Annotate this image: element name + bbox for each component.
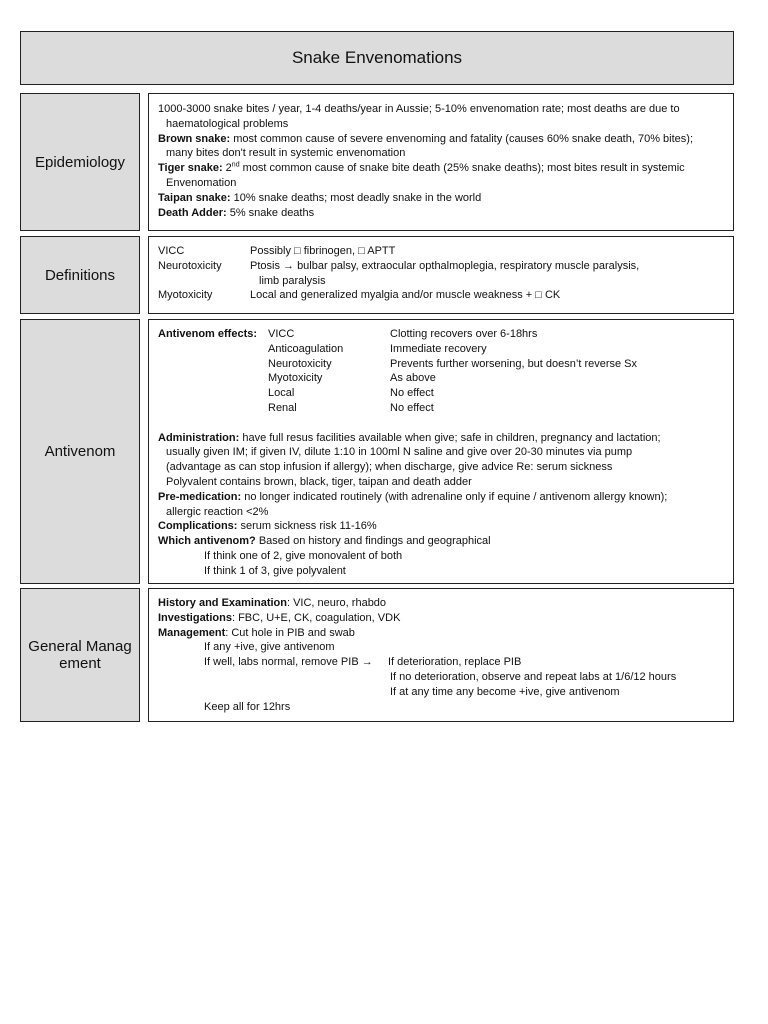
complications-row: Complications: serum sickness risk 11-16% [158,520,377,533]
epi-line: many bites don't result in systemic envenomation [166,147,406,160]
av-line: (advantage as can stop infusion if allergy); when discharge, give advice Re: serum sickness [166,461,613,474]
gm-line: If any +ive, give antivenom [204,641,335,654]
antivenom-label: Antivenom [20,319,140,584]
definition-row: VICC Possibly □ fibrinogen, □ APTT [158,245,396,257]
effect-row: Anticoagulation Immediate recovery [268,342,487,355]
spacer [158,416,724,431]
definition-row: Myotoxicity Local and generalized myalgia and/or muscle weakness + □ CK [158,289,561,302]
antivenom-content [148,319,734,584]
effect-row: Neurotoxicity Prevents further worsening, but doesn’t reverse Sx [268,357,638,370]
gm-line: If no deterioration, observe and repeat labs at 1/6/12 hours [390,670,677,683]
definitions-content [148,236,734,314]
definition-row: limb paralysis [259,274,326,287]
which-antivenom-row: Which antivenom? Based on history and findings and geographical [158,535,491,548]
gm-line: If at any time any become +ive, give antivenom [390,685,620,698]
tiger-snake-row: Tiger snake: 2nd most common cause of snake bite death (25% snake deaths); most bites result in systemic [158,161,685,175]
definition-row: Neurotoxicity Ptosis → bulbar palsy, extraocular opthalmoplegia, respiratory muscle paralysis, [158,259,640,272]
av-line: If think one of 2, give monovalent of both [204,549,403,562]
gm-line: Keep all for 12hrs [204,700,291,713]
history-row: History and Examination: VIC, neuro, rhabdo [158,597,387,609]
general-management-content [148,588,734,722]
general-management-label: General Management [20,588,140,722]
death-adder-row: Death Adder: 5% snake deaths [158,206,315,219]
effect-row: Renal No effect [268,401,434,414]
av-line: allergic reaction <2% [166,505,269,518]
effect-row: Myotoxicity As above [268,372,436,385]
page-title [20,31,734,85]
definitions-label: Definitions [20,236,140,314]
av-line: Polyvalent contains brown, black, tiger, taipan and death adder [166,475,472,488]
av-line: If think 1 of 3, give polyvalent [204,564,346,577]
effect-row: Antivenom effects: VICC Clotting recovers over 6-18hrs [158,328,538,340]
management-row: Management: Cut hole in PIB and swab [158,626,355,639]
gm-line: If well, labs normal, remove PIB → If deterioration, replace PIB [204,656,522,669]
investigations-row: Investigations: FBC, U+E, CK, coagulation, VDK [158,611,401,624]
epidemiology-content [148,93,734,231]
premedication-row: Pre-medication: no longer indicated routinely (with adrenaline only if equine / antivenom allergy known); [158,490,668,503]
epi-line: Envenomation [166,176,237,189]
av-line: usually given IM; if given IV, dilute 1:10 in 100ml N saline and give over 20-30 minutes via pump [166,446,633,459]
epi-line: 1000-3000 snake bites / year, 1-4 deaths/year in Aussie; 5-10% envenomation rate; most deaths are due to [158,103,680,115]
effect-row: Local No effect [268,387,434,400]
title-text: Snake Envenomations [291,48,463,67]
taipan-row: Taipan snake: 10% snake deaths; most deadly snake in the world [158,191,482,204]
administration-row: Administration: have full resus facilities available when give; safe in children, pregnancy and lactation; [158,431,661,444]
epidemiology-label: Epidemiology [20,93,140,231]
brown-snake-row: Brown snake: most common cause of severe envenoming and fatality (causes 60% snake death, 70% bites); [158,132,693,145]
epi-line: haematological problems [166,117,289,130]
